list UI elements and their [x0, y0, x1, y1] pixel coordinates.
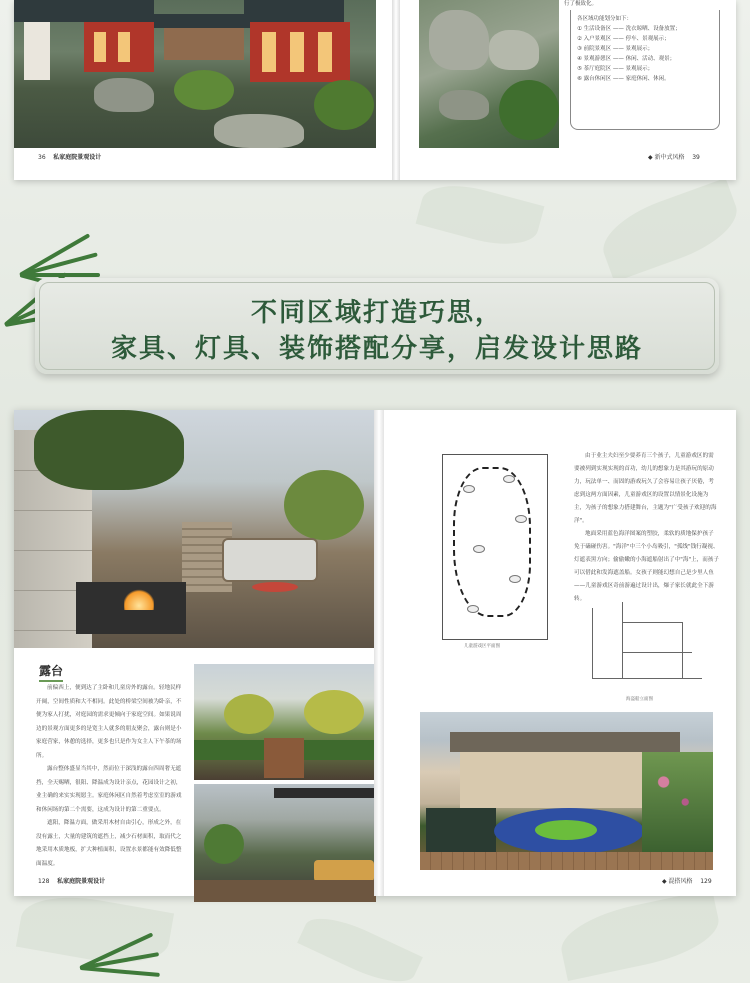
page-number: 36: [38, 154, 46, 161]
page-number: 129: [700, 878, 712, 885]
background-leaf-decoration: [416, 175, 545, 254]
right-body-text: [574, 450, 719, 606]
fire-flame: [124, 588, 154, 610]
side-table: [252, 582, 298, 592]
book-gutter: [392, 0, 400, 180]
terrace-firepit-photo: [14, 410, 376, 648]
left-page-footer: [38, 876, 105, 885]
pergola-seating-photo: [194, 784, 376, 902]
rooftop-playground-photo: [420, 712, 713, 870]
planter-box: [426, 808, 496, 854]
rock-garden-photo: [419, 0, 559, 148]
legend-item: ⑤ 茶厅庭院区 —— 景观展示；: [577, 66, 654, 72]
legend-item: ① 生活设备区 —— 洗衣晾晒、设备放置；: [577, 26, 681, 32]
bullet-icon: ◆: [662, 878, 667, 885]
body-paragraph: 前偏西上，便到达了主卧和儿童房外的露台。轻地民样开阔，空间性质和大不相同。此处的桥梁空间被为卧亲，不便为家人打扰，对庭园的需求更倾向于家庭空间。如果说周边的景观方面更多的是宽主人就多的朋友聚会，露台则是小家庭营家，休憩的选择，更多也只是作为女主人下午茶的场所。: [36, 685, 182, 759]
courtyard-house-photo: [14, 0, 376, 148]
bullet-icon: ◆: [648, 154, 653, 161]
legend-item: ④ 景观游憩区 —— 休闲、活动、观景；: [577, 56, 676, 62]
bottom-book-spread: [14, 410, 736, 896]
body-paragraph: 遮阳，降温方面，做采用木材自由引心，形成之外，在没有露土，大量的建筑的遮挡上，减少石材面积，取而代之地采用木质地板，扩大种植面积，设置水景都能有效降低整面温度。: [36, 820, 182, 867]
body-paragraph: 地面采用蓝色海洋图案的塑胶，柔软的质地保护孩子免于磕碰伤害。"海洋"中三个小岛吸引，"孤线"钱行凝视、灯遮表黑方向；偷偷嫩的小海遮船射出了中"海"上，而孩子可以借此和发海遮盖船。女孩子则能幻想自己是少里人鱼——儿童游戏区奇前游遍过设计出，爆子家长就此全下游转。: [574, 531, 719, 602]
book-title: 私家庭院景观设计: [53, 154, 102, 161]
section-label: 混搭风格: [668, 878, 693, 885]
flower-bed: [642, 752, 713, 852]
left-page-footer: [38, 152, 101, 161]
legend-item: ③ 前院景观区 —— 景观展示；: [577, 46, 654, 52]
book-title: 私家庭院景观设计: [57, 878, 106, 885]
background-leaf-decoration: [556, 889, 725, 981]
top-book-spread: [14, 0, 736, 180]
background-leaf-decoration: [594, 178, 746, 282]
right-page-footer: [662, 876, 712, 885]
pirate-ship-elevation-drawing: [582, 602, 712, 682]
body-paragraph: 露台整体盛显当其中，然而位于深浅的露台四周奢无遮挡，全天赐晒，很阳、降温成为设计亲点，花园设计之初，业主确的来实实现愿主。家庭休闲区自然着考虑室室的游戏和休闲场的第二个需要，这成为设计的第二重要点。: [36, 766, 182, 813]
right-page-footer: [648, 152, 700, 161]
page-number: 128: [38, 878, 50, 885]
section-body-text: [36, 682, 186, 871]
background-leaf-decoration: [297, 907, 423, 983]
intro-text: 行了极致化。: [564, 1, 598, 7]
legend-heading: 各区域功能划分如下：: [577, 16, 633, 22]
headline-banner: [35, 278, 719, 374]
play-area-floor-plan: [442, 454, 548, 640]
body-paragraph: 由于业主夫妇至少要养育三个孩子，儿童游戏区的需要被列到实现实现的首功，幼儿的想象力是其游玩的原动力，玩法单一、而固的游戏玩久了会容易让孩子厌倦，考虑到这两方面因素，儿童游戏区的设置以情景化设施为主，为孩子的想象力搭建舞台，主题为"广受孩子欢迎的海洋"。: [574, 453, 717, 524]
book-gutter: [374, 410, 384, 896]
palm-leaf-icon: [80, 948, 170, 983]
section-title: 露台: [39, 662, 63, 682]
banner-headline-line1: 不同区域打造巧思，: [250, 298, 503, 328]
function-zone-legend: [570, 10, 720, 130]
banner-headline-line2: 家具、灯具、装饰搭配分享，启发设计思路: [110, 334, 643, 364]
floor-plan-caption: 儿童游戏区平面图: [464, 644, 500, 649]
green-island: [535, 820, 597, 840]
outdoor-sofa: [222, 538, 318, 582]
legend-item: ② 入户景观区 —— 停车、景观展示；: [577, 36, 670, 42]
section-label: 新中式风格: [654, 154, 685, 161]
legend-item: ⑥ 露台休闲区 —— 家庭休闲、休闲。: [577, 76, 670, 82]
terrace-planters-photo: [194, 664, 376, 780]
page-number: 39: [692, 154, 700, 161]
wood-deck: [420, 852, 713, 870]
elevation-caption: 海盗船立面图: [626, 697, 653, 702]
